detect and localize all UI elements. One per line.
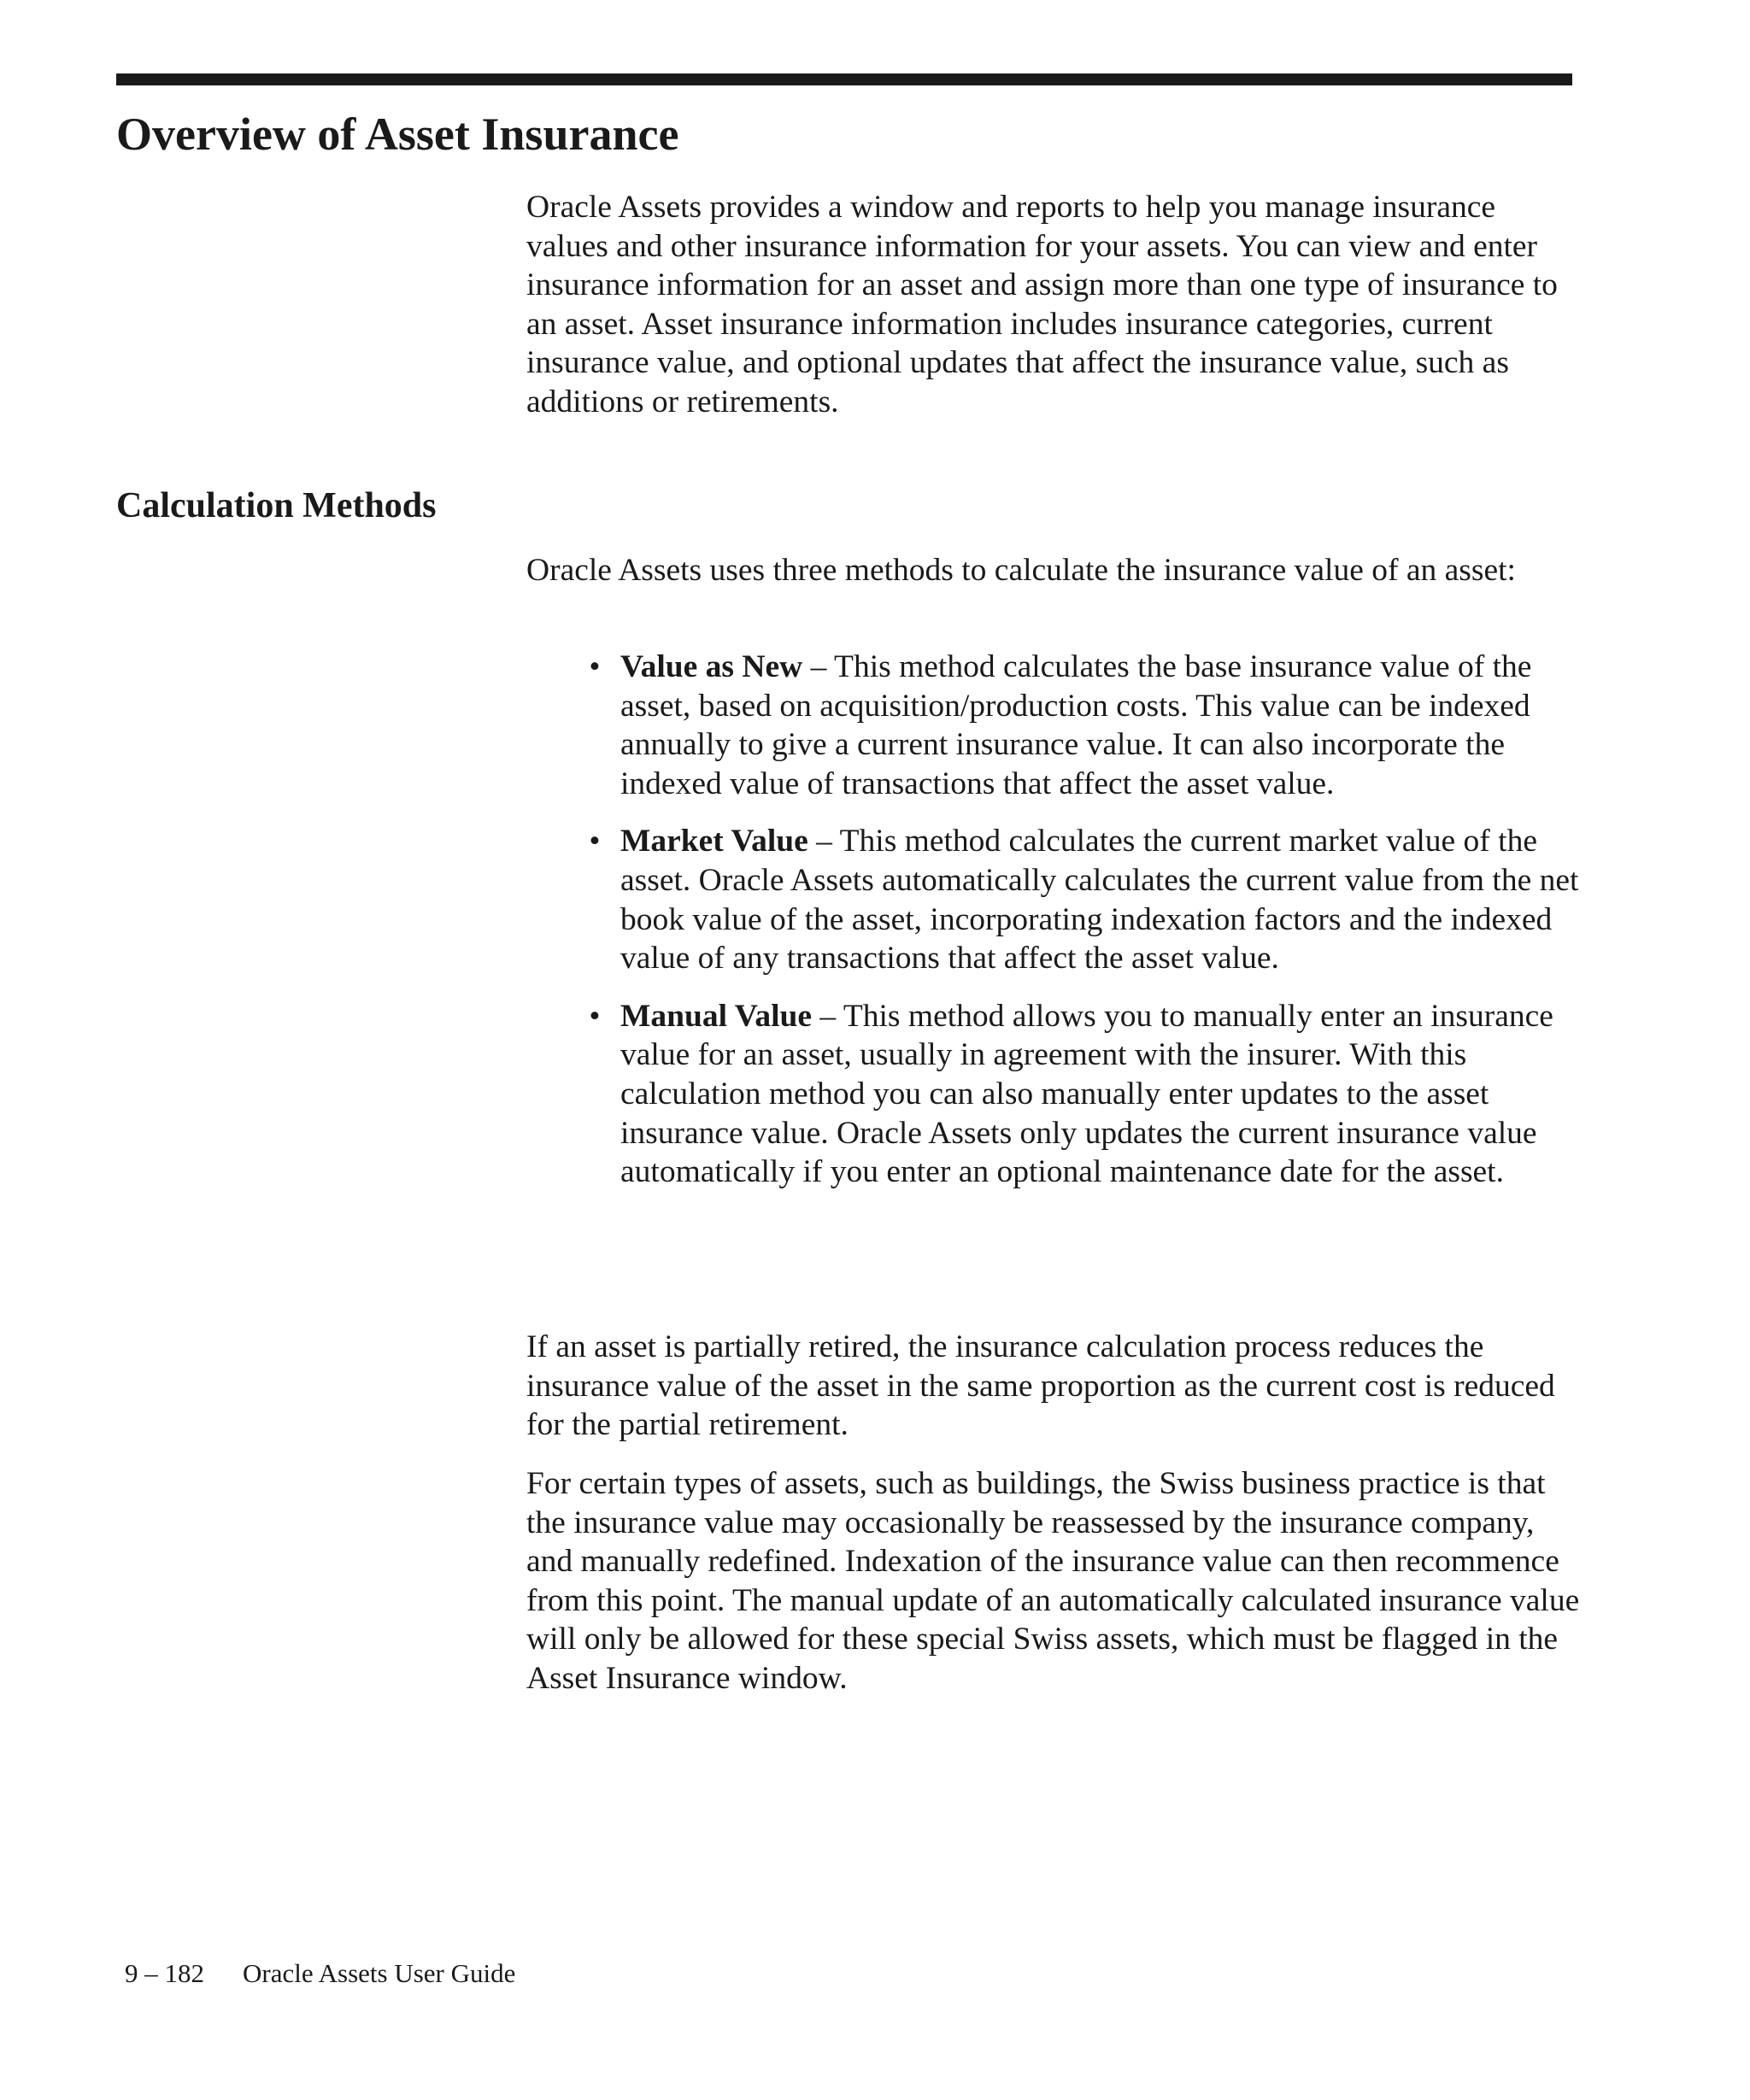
- method-description: This method allows you to manually enter an insurance value for an asset, usually in agreement with the insurer. With this calculation method you can also manually enter updates to the asset insurance value. Oracle Assets only updates the current insurance value automatically if you enter an optional maintenance date for the asset.: [620, 998, 1553, 1190]
- method-dash: –: [802, 649, 835, 684]
- method-dash: –: [812, 998, 843, 1034]
- page-footer: [125, 1956, 515, 1991]
- intro-paragraph: Oracle Assets provides a window and reports to help you manage insurance values and other insurance information for your assets. You can view and enter insurance information for an asset and assign more than one type of insurance to an asset. Asset insurance information includes insurance categories, current insurance value, and optional updates that affect the insurance value, such as additions or retirements.: [526, 190, 1558, 419]
- method-description: This method calculates the base insurance value of the asset, based on acquisition/production costs. This value can be indexed annually to give a current insurance value. It can also incorporate the indexed value of transactions that affect the asset value.: [620, 649, 1532, 801]
- swiss-practice-paragraph: For certain types of assets, such as buildings, the Swiss business practice is that the insurance value may occasionally be reassessed by the insurance company, and manually redefined. Indexation of the insurance value can then recommence from this point. The manual update of an automatically calculated insurance value will only be allowed for these special Swiss assets, which must be flagged in the Asset Insurance window.: [526, 1466, 1580, 1696]
- page-number: 9 – 182: [125, 1958, 204, 1988]
- header-rule: [116, 73, 1572, 85]
- method-item-value-as-new: [526, 648, 1581, 803]
- bullet-icon: •: [589, 824, 601, 859]
- partial-retirement-paragraph: If an asset is partially retired, the insurance calculation process reduces the insurance value of the asset in the same proportion as the current cost is reduced for the partial retirement.: [526, 1329, 1555, 1443]
- methods-intro-paragraph: Oracle Assets uses three methods to calculate the insurance value of an asset:: [526, 553, 1516, 588]
- calculation-method-list: [526, 648, 1581, 1211]
- method-item-manual-value: [526, 997, 1581, 1192]
- method-term: Manual Value: [620, 998, 813, 1034]
- method-description: This method calculates the current market value of the asset. Oracle Assets automatically calculates the current value from the net book value of the asset, incorporating indexation factors and the indexed value of any transactions that affect the asset value.: [620, 824, 1579, 977]
- method-term: Value as New: [620, 649, 803, 684]
- bullet-icon: •: [589, 998, 601, 1034]
- bullet-icon: •: [589, 649, 601, 684]
- section-heading-calculation-methods: Calculation Methods: [116, 486, 437, 525]
- method-dash: –: [807, 824, 840, 859]
- method-item-market-value: [526, 822, 1581, 977]
- page-title: Overview of Asset Insurance: [116, 109, 679, 160]
- book-title: Oracle Assets User Guide: [243, 1958, 516, 1988]
- method-term: Market Value: [620, 824, 808, 859]
